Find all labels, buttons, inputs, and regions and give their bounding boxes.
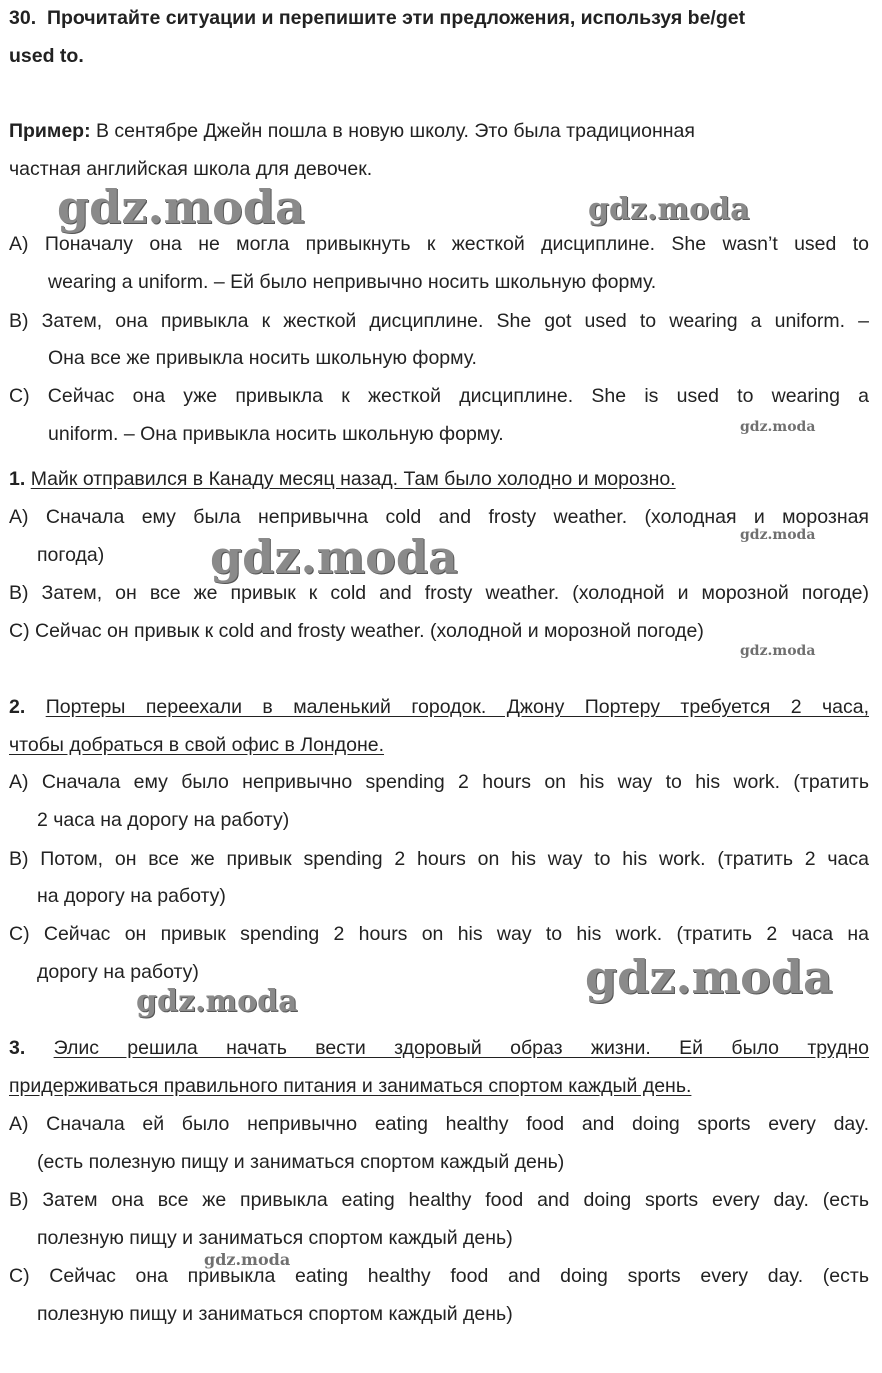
task-2-answer-a-line2: 2 часа на дорогу на работу) [37, 809, 290, 831]
exercise-title-line1: Прочитайте ситуации и перепишите эти предложения, используя be/get [46, 7, 746, 29]
watermark: gdz.moda [57, 180, 305, 234]
task-1-answer-b-line1: B) Затем, он все же привык к cold and frosty weather. (холодной и морозной погоде) [9, 582, 869, 604]
exercise-number: 30. [9, 7, 37, 29]
task-2-number: 2. [9, 696, 26, 718]
task-1-answer-a-line1: A) Сначала ему была непривычна cold and frosty weather. (холодная и морозная [9, 506, 869, 528]
example-label: Пример: [9, 120, 91, 142]
task-2-answer-c-line1: C) Сейчас он привык spending 2 hours on his way to his work. (тратить 2 часа на [9, 923, 869, 945]
task-1-situation [9, 467, 869, 491]
task-1-number: 1. [9, 468, 26, 490]
watermark: gdz.moda [585, 950, 833, 1004]
task-3-number: 3. [9, 1037, 26, 1059]
example-item-a-line2: wearing a uniform. – Ей было непривычно носить школьную форму. [48, 271, 657, 293]
task-2-situation-line1: Портеры переехали в маленький городок. Джону Портеру требуется 2 часа, [45, 696, 870, 718]
task-1-situation-line1: Майк отправился в Канаду месяц назад. Там было холодно и морозно. [30, 468, 676, 490]
example-item-c-line1: C) Сейчас она уже привыкла к жесткой дисциплине. She is used to wearing a [9, 385, 869, 407]
task-1-answer-c-line1: C) Сейчас он привык к cold and frosty weather. (холодной и морозной погоде) [9, 620, 704, 642]
watermark: gdz.moda [740, 643, 816, 659]
example-text-line2: частная английская школа для девочек. [9, 158, 373, 180]
task-3-situation-line2: придерживаться правильного питания и заниматься спортом каждый день. [9, 1075, 692, 1097]
task-2-situation [9, 695, 869, 719]
task-3-answer-b-line1: B) Затем она все же привыкла eating healthy food and doing sports every day. (есть [9, 1189, 869, 1211]
task-3-situation [9, 1036, 869, 1060]
example-intro [9, 119, 869, 143]
example-item-b-line2: Она все же привыкла носить школьную форму. [48, 347, 477, 369]
example-text-line1: В сентябре Джейн пошла в новую школу. Это была традиционная [90, 120, 695, 142]
example-item-a-line1: A) Поначалу она не могла привыкнуть к жесткой дисциплине. She wasn’t used to [9, 233, 869, 255]
exercise-title-line2: used to. [9, 45, 84, 67]
example-item-c-line2: uniform. – Она привыкла носить школьную форму. [48, 423, 504, 445]
watermark: gdz.moda [210, 530, 458, 584]
task-3-situation-line1: Элис решила начать вести здоровый образ жизни. Ей было трудно [53, 1037, 869, 1059]
task-1-answer-a-line2: погода) [37, 544, 105, 566]
task-2-answer-a-line1: A) Сначала ему было непривычно spending 2 hours on his way to his work. (тратить [9, 771, 869, 793]
watermark: gdz.moda [204, 1250, 291, 1269]
watermark: gdz.moda [740, 419, 816, 435]
task-2-answer-b-line1: B) Потом, он все же привык spending 2 hours on his way to his work. (тратить 2 часа [9, 848, 869, 870]
task-3-answer-c-line1: C) Сейчас она привыкла eating healthy food and doing sports every day. (есть [9, 1265, 869, 1287]
task-3-answer-c-line2: полезную пищу и заниматься спортом каждый день) [37, 1303, 513, 1325]
watermark: gdz.moda [740, 527, 816, 543]
task-3-answer-b-line2: полезную пищу и заниматься спортом каждый день) [37, 1227, 513, 1249]
task-3-answer-a-line1: A) Сначала ей было непривычно eating healthy food and doing sports every day. [9, 1113, 869, 1135]
exercise-heading [9, 6, 869, 30]
task-3-answer-a-line2: (есть полезную пищу и заниматься спортом каждый день) [37, 1151, 565, 1173]
watermark: gdz.moda [588, 192, 750, 227]
task-2-answer-b-line2: на дорогу на работу) [37, 885, 226, 907]
task-2-situation-line2: чтобы добраться в свой офис в Лондоне. [9, 734, 385, 756]
example-item-b-line1: B) Затем, она привыкла к жесткой дисциплине. She got used to wearing a uniform. – [9, 310, 869, 332]
task-2-answer-c-line2: дорогу на работу) [37, 961, 199, 983]
watermark: gdz.moda [136, 984, 298, 1019]
